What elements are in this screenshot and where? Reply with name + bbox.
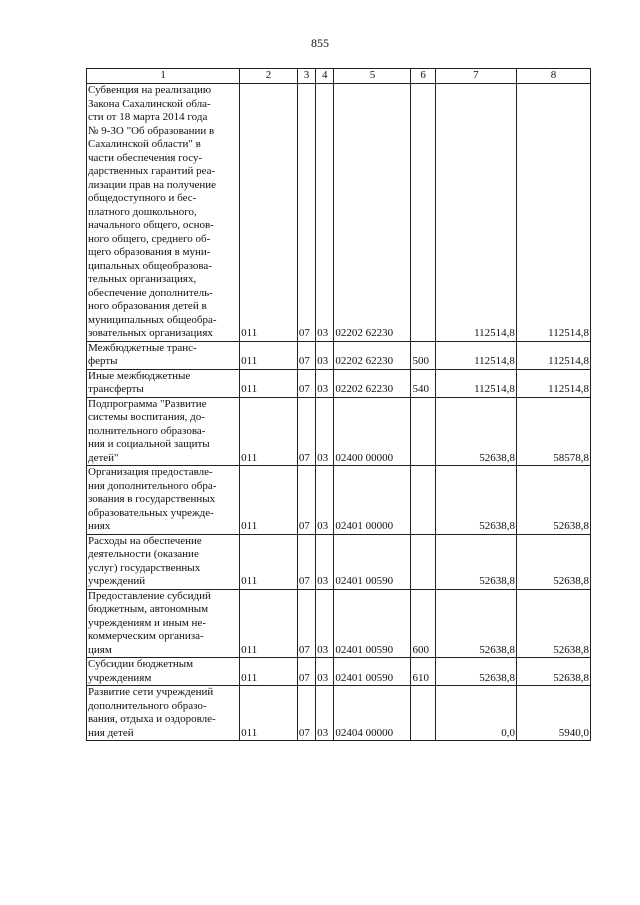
amount-col7: 112514,8 xyxy=(435,369,516,397)
target-article-code: 02202 62230 xyxy=(334,84,411,342)
column-header: 8 xyxy=(516,69,590,84)
row-name: Развитие сети учреждений дополнительного образо- вания, отдыха и оздоровле- ния детей xyxy=(87,686,240,741)
subsection-code: 03 xyxy=(316,341,334,369)
column-header: 6 xyxy=(411,69,435,84)
subsection-code: 03 xyxy=(316,686,334,741)
table-row xyxy=(87,84,591,342)
target-article-code: 02401 00590 xyxy=(334,534,411,589)
table-row xyxy=(87,658,591,686)
target-article-code: 02401 00590 xyxy=(334,589,411,658)
target-article-code: 02401 00000 xyxy=(334,466,411,535)
table-row xyxy=(87,369,591,397)
target-article-code: 02400 00000 xyxy=(334,397,411,466)
subsection-code: 03 xyxy=(316,589,334,658)
amount-col7: 0,0 xyxy=(435,686,516,741)
budget-table xyxy=(86,68,591,741)
target-article-code: 02202 62230 xyxy=(334,369,411,397)
expense-type-code: 540 xyxy=(411,369,435,397)
amount-col7: 112514,8 xyxy=(435,84,516,342)
amount-col8: 52638,8 xyxy=(516,589,590,658)
expense-type-code xyxy=(411,397,435,466)
section-code: 07 xyxy=(297,589,315,658)
ministry-code: 011 xyxy=(240,589,298,658)
section-code: 07 xyxy=(297,534,315,589)
amount-col8: 58578,8 xyxy=(516,397,590,466)
subsection-code: 03 xyxy=(316,397,334,466)
section-code: 07 xyxy=(297,397,315,466)
page-number: 855 xyxy=(311,36,329,50)
section-code: 07 xyxy=(297,369,315,397)
amount-col7: 112514,8 xyxy=(435,341,516,369)
ministry-code: 011 xyxy=(240,84,298,342)
column-header: 5 xyxy=(334,69,411,84)
amount-col8: 52638,8 xyxy=(516,658,590,686)
section-code: 07 xyxy=(297,341,315,369)
expense-type-code xyxy=(411,686,435,741)
subsection-code: 03 xyxy=(316,369,334,397)
column-header: 4 xyxy=(316,69,334,84)
table-row xyxy=(87,686,591,741)
target-article-code: 02401 00590 xyxy=(334,658,411,686)
row-name: Субвенция на реализацию Закона Сахалинской обла- сти от 18 марта 2014 года № 9-ЗО "Об образовании в Сахалинской области" в части обеспечения госу- дарственных гарантий реа- лизации прав на получение общедоступного и бес- платного дошкольного, начального общего, основ- ного общего, среднего об- щего образования в муни- ципальных общеобразова- тельных организациях, обеспечение дополнитель- ного образования детей в муниципальных общеобра- зовательных организациях xyxy=(87,84,240,342)
section-code: 07 xyxy=(297,84,315,342)
ministry-code: 011 xyxy=(240,397,298,466)
header-row xyxy=(87,69,591,84)
amount-col8: 52638,8 xyxy=(516,466,590,535)
subsection-code: 03 xyxy=(316,84,334,342)
amount-col8: 52638,8 xyxy=(516,534,590,589)
row-name: Предоставление субсидий бюджетным, автономным учреждениям и иным не- коммерческим организа- циям xyxy=(87,589,240,658)
amount-col8: 5940,0 xyxy=(516,686,590,741)
row-name: Межбюджетные транс- ферты xyxy=(87,341,240,369)
subsection-code: 03 xyxy=(316,534,334,589)
expense-type-code: 500 xyxy=(411,341,435,369)
amount-col7: 52638,8 xyxy=(435,658,516,686)
row-name: Расходы на обеспечение деятельности (оказание услуг) государственных учреждений xyxy=(87,534,240,589)
column-header: 2 xyxy=(240,69,298,84)
section-code: 07 xyxy=(297,658,315,686)
amount-col8: 112514,8 xyxy=(516,369,590,397)
table-row xyxy=(87,534,591,589)
column-header: 7 xyxy=(435,69,516,84)
row-name: Субсидии бюджетным учреждениям xyxy=(87,658,240,686)
subsection-code: 03 xyxy=(316,466,334,535)
table-row xyxy=(87,466,591,535)
expense-type-code: 600 xyxy=(411,589,435,658)
amount-col8: 112514,8 xyxy=(516,84,590,342)
expense-type-code xyxy=(411,84,435,342)
amount-col7: 52638,8 xyxy=(435,397,516,466)
row-name: Организация предоставле- ния дополнительного обра- зования в государственных образовательных учрежде- ниях xyxy=(87,466,240,535)
column-header: 3 xyxy=(297,69,315,84)
row-name: Иные межбюджетные трансферты xyxy=(87,369,240,397)
expense-type-code xyxy=(411,466,435,535)
amount-col7: 52638,8 xyxy=(435,466,516,535)
amount-col8: 112514,8 xyxy=(516,341,590,369)
ministry-code: 011 xyxy=(240,658,298,686)
expense-type-code: 610 xyxy=(411,658,435,686)
amount-col7: 52638,8 xyxy=(435,534,516,589)
section-code: 07 xyxy=(297,466,315,535)
target-article-code: 02404 00000 xyxy=(334,686,411,741)
ministry-code: 011 xyxy=(240,369,298,397)
table-row xyxy=(87,341,591,369)
expense-type-code xyxy=(411,534,435,589)
row-name: Подпрограмма "Развитие системы воспитания, до- полнительного образова- ния и социальной защиты детей" xyxy=(87,397,240,466)
ministry-code: 011 xyxy=(240,341,298,369)
ministry-code: 011 xyxy=(240,686,298,741)
subsection-code: 03 xyxy=(316,658,334,686)
table-row xyxy=(87,397,591,466)
section-code: 07 xyxy=(297,686,315,741)
target-article-code: 02202 62230 xyxy=(334,341,411,369)
column-header: 1 xyxy=(87,69,240,84)
amount-col7: 52638,8 xyxy=(435,589,516,658)
ministry-code: 011 xyxy=(240,466,298,535)
table-row xyxy=(87,589,591,658)
ministry-code: 011 xyxy=(240,534,298,589)
